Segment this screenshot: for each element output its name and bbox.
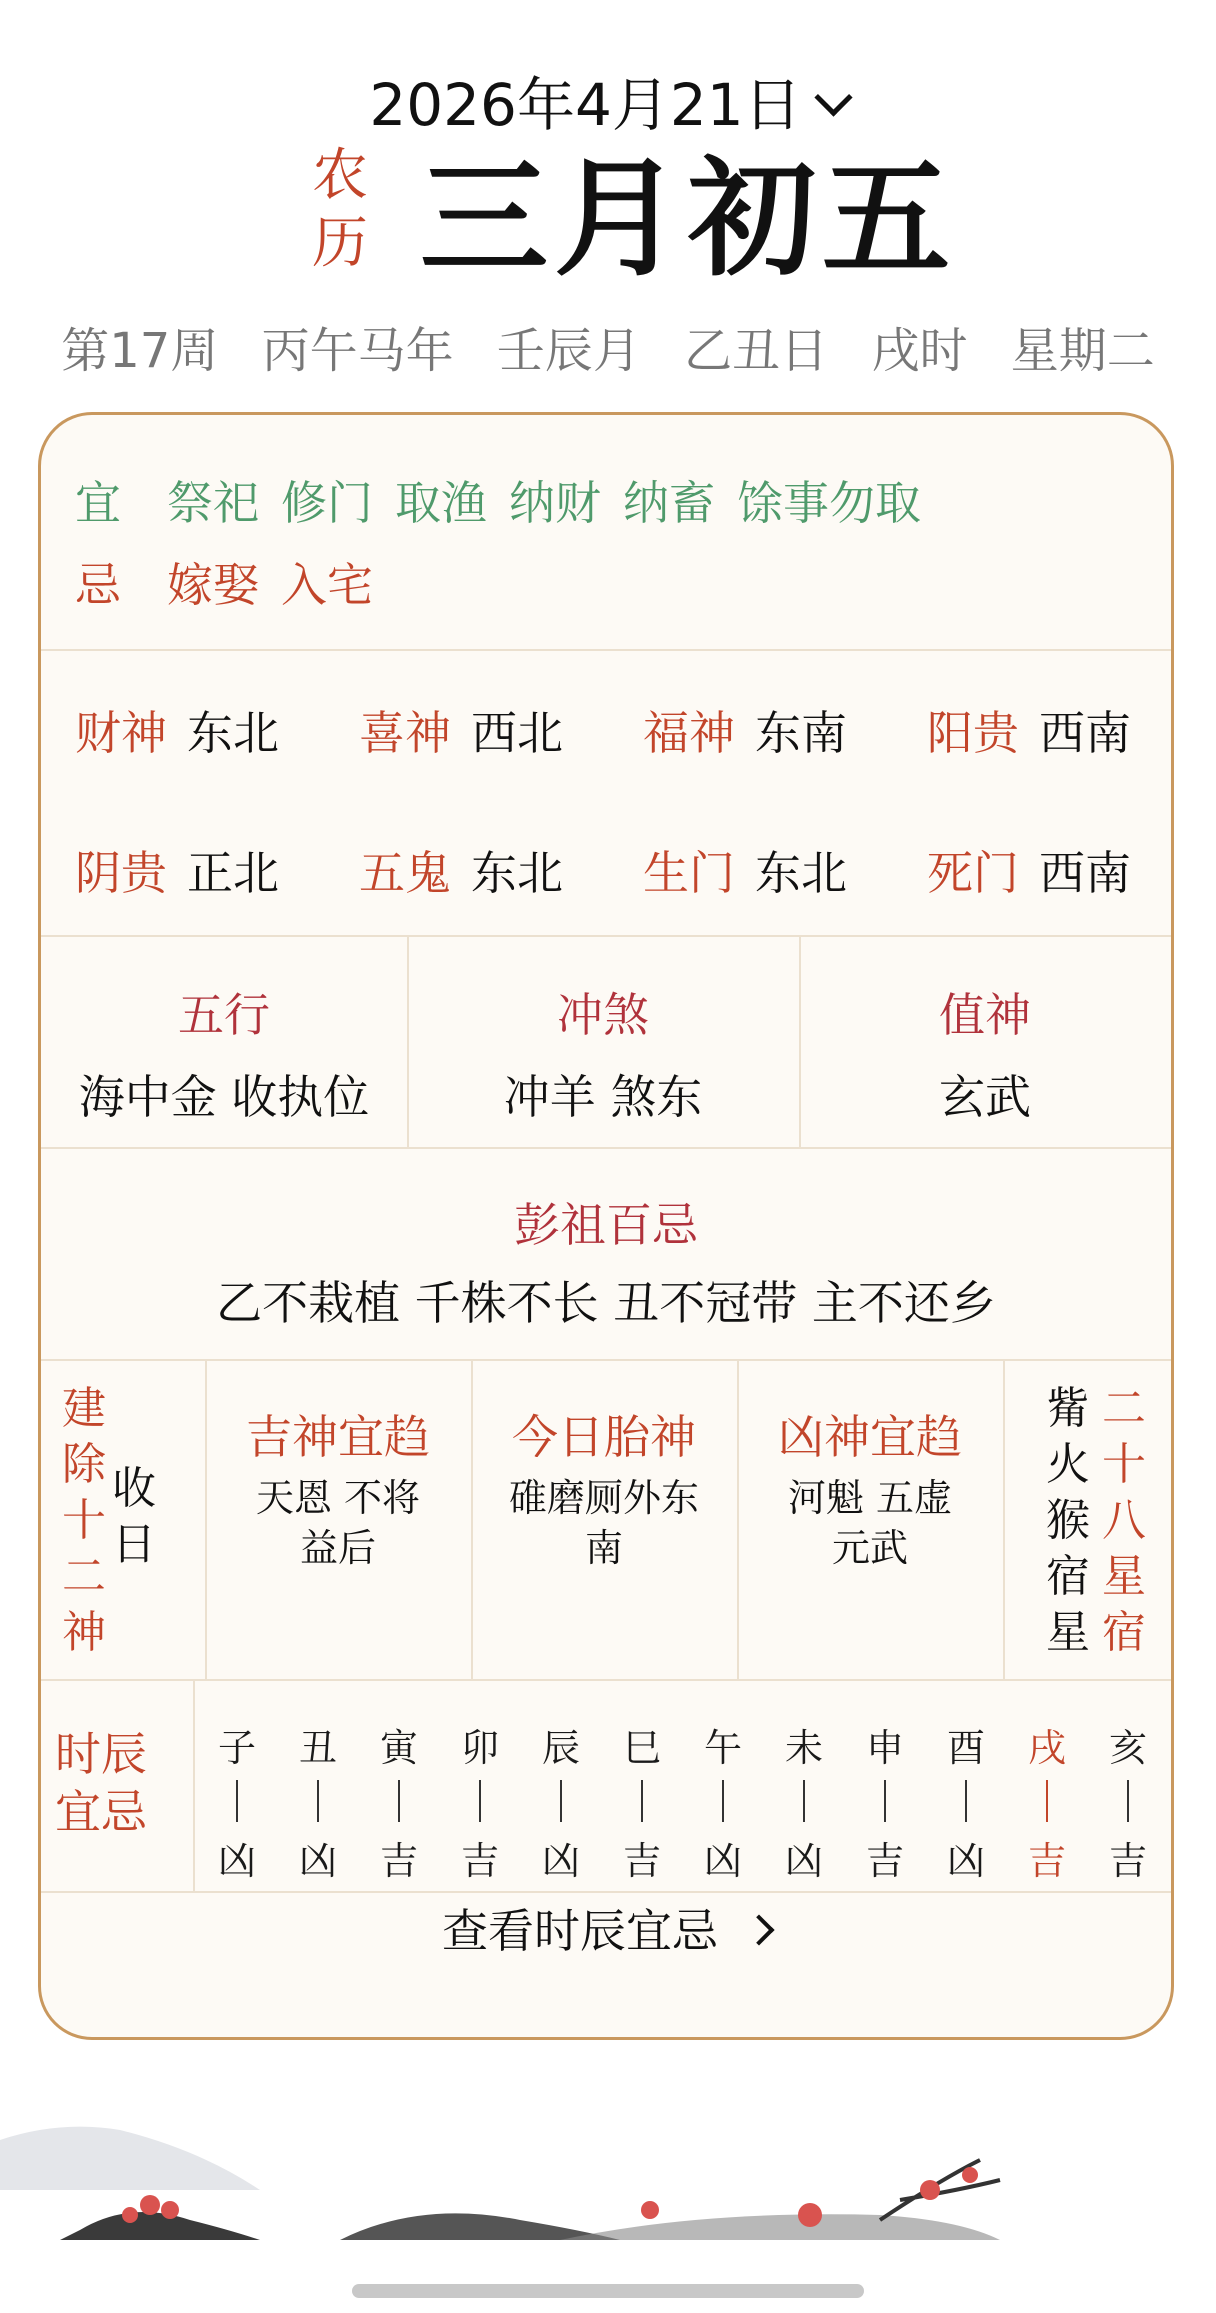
hour-item [855, 1717, 915, 1885]
yi-item: 取渔 [395, 476, 487, 530]
god-value: 正北 [187, 846, 279, 900]
jianchu-value-char: 收 [112, 1463, 156, 1514]
xiu-label-char: 星 [1102, 1551, 1146, 1602]
hour-branch: 卯 [460, 1726, 499, 1770]
home-indicator[interactable] [352, 2284, 864, 2298]
xiu-value-char: 宿 [1046, 1551, 1090, 1602]
year-ganzhi: 丙午马年 [261, 323, 454, 379]
jishen-line: 天恩 不将 [255, 1476, 421, 1520]
chevron-down-icon[interactable] [814, 78, 852, 116]
god-direction [927, 837, 1131, 903]
hour-luck: 凶 [298, 1839, 337, 1883]
cell-value: 冲羊 煞东 [503, 1070, 703, 1124]
jianchu-label-char: 神 [62, 1607, 106, 1658]
taishen-value [471, 1473, 737, 1573]
hour-item [693, 1717, 753, 1885]
god-value: 东北 [471, 846, 563, 900]
hour-luck: 凶 [541, 1839, 580, 1883]
plum-blossom [140, 2195, 160, 2215]
god-value: 西北 [471, 706, 563, 760]
hour-luck: 吉 [1108, 1839, 1147, 1883]
god-value: 西南 [1039, 846, 1131, 900]
wuxing-section [41, 937, 1171, 1149]
yi-item: 修门 [281, 476, 373, 530]
hour-branch: 酉 [946, 1726, 985, 1770]
plum-blossom [798, 2203, 822, 2227]
date-info-row [0, 312, 1216, 381]
month-ganzhi: 壬辰月 [496, 323, 641, 379]
hour-item [612, 1717, 672, 1885]
hour-connector [1046, 1780, 1048, 1822]
hour-connector [479, 1780, 481, 1822]
view-hours-link[interactable] [41, 1895, 1171, 1961]
god-label: 阳贵 [927, 706, 1019, 760]
date-picker[interactable] [0, 58, 1216, 142]
god-label: 财神 [75, 706, 167, 760]
hour-branch: 子 [217, 1726, 256, 1770]
god-value: 东南 [755, 706, 847, 760]
hour-connector [722, 1780, 724, 1822]
hour-connector [560, 1780, 562, 1822]
xiu-value-char: 火 [1046, 1439, 1090, 1490]
hours-label [55, 1725, 147, 1841]
god-value: 东北 [755, 846, 847, 900]
ji-item: 入宅 [281, 558, 373, 612]
weekday: 星期二 [1010, 323, 1155, 379]
yi-ji-section [41, 415, 1171, 651]
hour-branch: 戌 [1027, 1726, 1066, 1770]
hours-label-line: 时辰 [55, 1727, 147, 1781]
xiu-label-char: 二 [1102, 1383, 1146, 1434]
jianchu-value [109, 1461, 159, 1573]
god-direction [643, 697, 847, 763]
xiu-label-char: 宿 [1102, 1607, 1146, 1658]
xiongshen-title: 凶神宜趋 [778, 1410, 962, 1464]
chongsha-cell [407, 937, 799, 1147]
xiu-label-char: 十 [1102, 1439, 1146, 1490]
zhishen-cell [799, 937, 1171, 1147]
god-direction [75, 697, 279, 763]
ji-row [75, 549, 395, 615]
hours-label-line: 宜忌 [55, 1785, 147, 1839]
god-direction [359, 837, 563, 903]
day-ganzhi: 乙丑日 [684, 323, 829, 379]
hour-connector [1127, 1780, 1129, 1822]
hour-branch: 巳 [622, 1726, 661, 1770]
taishen-line: 南 [584, 1526, 623, 1570]
god-label: 五鬼 [359, 846, 451, 900]
hour-item [369, 1717, 429, 1885]
almanac-card [38, 412, 1174, 2040]
chevron-right-icon[interactable] [743, 1914, 774, 1945]
hour-branch: 亥 [1108, 1726, 1147, 1770]
god-value: 东北 [187, 706, 279, 760]
hour-item [936, 1717, 996, 1885]
ji-item: 嫁娶 [167, 558, 259, 612]
taishen-title: 今日胎神 [512, 1410, 696, 1464]
cell-title: 冲煞 [557, 988, 649, 1042]
xiongshen-line: 河魁 五虚 [787, 1476, 953, 1520]
ink-hill [340, 2213, 620, 2240]
jianchu-label-char: 十 [62, 1495, 106, 1546]
god-value: 西南 [1039, 706, 1131, 760]
hour-connector [641, 1780, 643, 1822]
god-direction [75, 837, 279, 903]
hour-luck: 吉 [379, 1839, 418, 1883]
hour-item [531, 1717, 591, 1885]
yi-item: 纳财 [509, 476, 601, 530]
plum-blossom [641, 2201, 659, 2219]
hour-luck: 凶 [946, 1839, 985, 1883]
taishen-line: 碓磨厕外东 [508, 1476, 699, 1520]
hour-branch: 辰 [541, 1726, 580, 1770]
yi-label: 宜 [75, 476, 121, 530]
xiu-value [1043, 1381, 1093, 1661]
jishen-value [205, 1473, 471, 1573]
xiu-value-char: 猴 [1046, 1495, 1090, 1546]
pengzu-value: 乙不栽植 千株不长 丑不冠带 主不还乡 [216, 1276, 996, 1330]
divider [1003, 1361, 1005, 1679]
xiongshen-line: 元武 [831, 1526, 908, 1570]
hours-section [41, 1681, 1171, 1893]
hour-luck: 吉 [865, 1839, 904, 1883]
god-label: 死门 [927, 846, 1019, 900]
yi-item: 馀事勿取 [737, 476, 921, 530]
lunar-label-char: 历 [312, 211, 368, 276]
god-direction [927, 697, 1131, 763]
god-label: 福神 [643, 706, 735, 760]
jianchu-label [59, 1381, 109, 1661]
cell-value: 海中金 收执位 [78, 1070, 370, 1124]
lunar-label-char: 农 [312, 143, 368, 208]
hour-luck: 吉 [622, 1839, 661, 1883]
solar-date[interactable]: 2026年4月21日 [369, 71, 802, 139]
xiu-label [1099, 1381, 1149, 1661]
hour-connector [317, 1780, 319, 1822]
gods-directions-section [41, 651, 1171, 937]
plum-blossom [161, 2201, 179, 2219]
mist-mountain [0, 2127, 260, 2190]
ink-hill [560, 2214, 1000, 2240]
gods-section [41, 1361, 1171, 1681]
pengzu-title: 彭祖百忌 [514, 1198, 698, 1252]
plum-blossom [962, 2167, 978, 2183]
lunar-date: 三月初五 [420, 145, 957, 294]
xiu-value-char: 星 [1046, 1607, 1090, 1658]
god-direction [359, 697, 563, 763]
jishen-title: 吉神宜趋 [246, 1410, 430, 1464]
hour-connector [236, 1780, 238, 1822]
hour-luck: 凶 [217, 1839, 256, 1883]
view-hours-label[interactable]: 查看时辰宜忌 [442, 1904, 718, 1958]
god-label: 阴贵 [75, 846, 167, 900]
hour-item [1098, 1717, 1158, 1885]
hour-connector [884, 1780, 886, 1822]
god-direction [643, 837, 847, 903]
plum-blossom [920, 2180, 940, 2200]
current-hour: 戌时 [871, 323, 968, 379]
plum-blossom [122, 2207, 138, 2223]
hour-connector [803, 1780, 805, 1822]
lunar-label [308, 142, 372, 278]
jishen-line: 益后 [299, 1526, 376, 1570]
hour-luck: 凶 [784, 1839, 823, 1883]
hour-branch: 申 [865, 1726, 904, 1770]
wuxing-cell [41, 937, 407, 1147]
xiongshen-value [737, 1473, 1003, 1573]
divider [193, 1681, 195, 1891]
jianchu-label-char: 建 [62, 1383, 106, 1434]
xiu-value-char: 觜 [1046, 1383, 1090, 1434]
hour-luck: 吉 [1027, 1839, 1066, 1883]
hour-item [207, 1717, 267, 1885]
pengzu-section [41, 1149, 1171, 1361]
yi-item: 纳畜 [623, 476, 715, 530]
cell-title: 五行 [178, 988, 270, 1042]
hour-item [774, 1717, 834, 1885]
week-number: 第17周 [61, 323, 219, 379]
cell-value: 玄武 [939, 1070, 1031, 1124]
hour-branch: 午 [703, 1726, 742, 1770]
yi-item: 祭祀 [167, 476, 259, 530]
hour-luck: 凶 [703, 1839, 742, 1883]
jianchu-value-char: 日 [112, 1519, 156, 1570]
hour-luck: 吉 [460, 1839, 499, 1883]
hour-branch: 丑 [298, 1726, 337, 1770]
hour-connector [398, 1780, 400, 1822]
ink-hill [60, 2212, 260, 2240]
hour-branch: 寅 [379, 1726, 418, 1770]
hour-item [1017, 1717, 1077, 1885]
hour-connector [965, 1780, 967, 1822]
hour-item [288, 1717, 348, 1885]
hour-branch: 未 [784, 1726, 823, 1770]
jianchu-label-char: 二 [62, 1551, 106, 1602]
ink-landscape-decoration [0, 2080, 1216, 2280]
ji-label: 忌 [75, 558, 121, 612]
xiu-label-char: 八 [1102, 1495, 1146, 1546]
jianchu-label-char: 除 [62, 1439, 106, 1490]
hour-item [450, 1717, 510, 1885]
god-label: 生门 [643, 846, 735, 900]
cell-title: 值神 [939, 988, 1031, 1042]
god-label: 喜神 [359, 706, 451, 760]
yi-row [75, 467, 943, 533]
